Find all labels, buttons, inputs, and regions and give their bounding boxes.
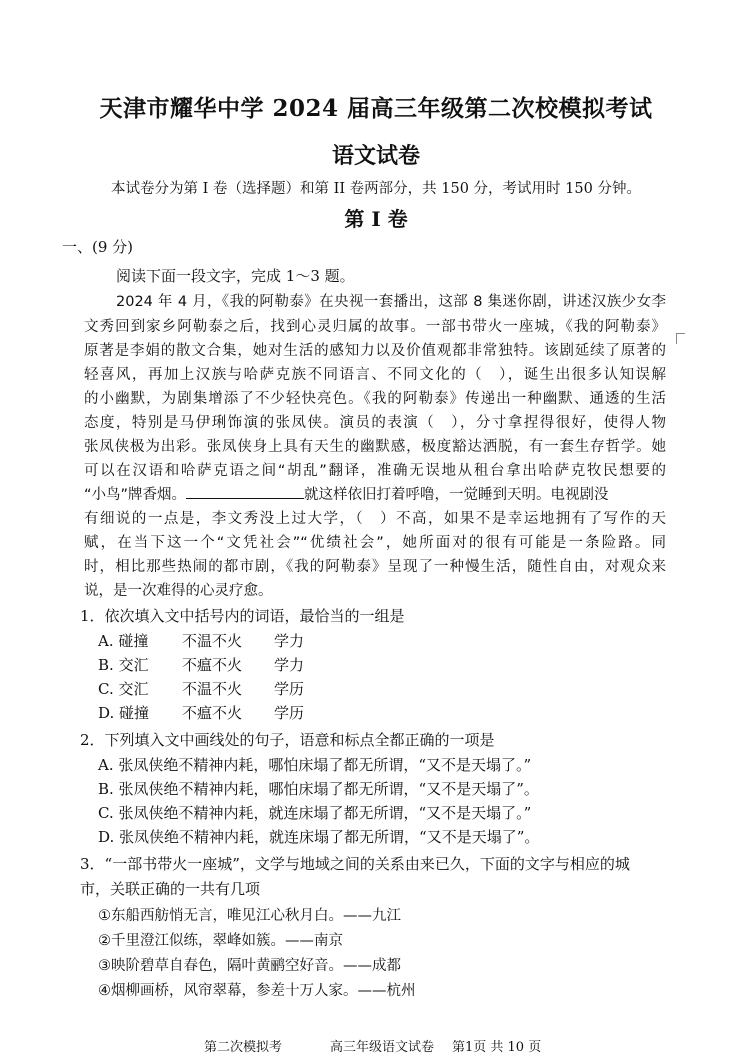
passage-line: 原著是李娟的散文合集，她对生活的感知力以及价值观都非常独特。该剧延续了原著的	[84, 343, 666, 359]
question-3-item: ①东船西舫悄无言，唯见江心秋月白。——九江	[98, 908, 401, 924]
question-3-item: ②千里澄江似练，翠峰如簇。——南京	[98, 933, 343, 949]
question-3-item: ④烟柳画桥，风帘翠幕，参差十万人家。——杭州	[98, 983, 416, 999]
passage-line: 的小幽默，为剧集增添了不少轻快亮色。《我的阿勒泰》传递出一种幽默、通透的生活	[84, 391, 666, 407]
passage-line: 赋，在当下这一个“文凭社会”“优绩社会”，她所面对的很有可能是一条险路。同	[84, 535, 666, 551]
paper-subtitle: 语文试卷	[331, 143, 420, 169]
exam-instructions: 本试卷分为第 I 卷（选择题）和第 II 卷两部分，共 150 分，考试用时 150 分钟。	[111, 181, 641, 197]
passage-line: 时，相比那些热闹的都市剧，《我的阿勒泰》呈现了一种慢生活，随性自由，对观众来	[84, 559, 666, 575]
question-2-option-b: B. 张凤侠绝不精神内耗，哪怕床塌了都无所谓，“又不是天塌了”。	[98, 780, 539, 798]
question-1-option-d: D. 碰撞 不瘟不火 学历	[98, 704, 305, 722]
passage-line-head: “小鸟”牌香烟。	[84, 487, 187, 503]
section-heading: 一、(9 分)	[62, 238, 134, 256]
question-3-stem-line-2: 市，关联正确的一共有几项	[80, 880, 261, 898]
question-2-option-d: D. 张凤侠绝不精神内耗，就连床塌了都无所谓，“又不是天塌了”。	[98, 828, 540, 846]
passage-line-tail: 就这样依旧打着呼噜，一觉睡到天明。电视剧没	[304, 487, 609, 503]
passage-line: 说，是一次难得的心灵疗愈。	[84, 583, 273, 599]
footer-paper-name: 高三年级语文试卷	[330, 1040, 435, 1055]
question-1-option-c: C. 交汇 不温不火 学历	[98, 680, 305, 698]
footer-exam-name: 第二次模拟考	[204, 1040, 283, 1055]
passage-line: 有细说的一点是，李文秀没上过大学，（ ）不高，如果不是幸运地拥有了写作的天	[84, 511, 666, 527]
passage-line-with-blank	[84, 483, 609, 504]
scan-mark	[676, 333, 685, 344]
footer-page-number: 第1页 共 10 页	[452, 1040, 542, 1055]
passage-line: 可以在汉语和哈萨克语之间“胡乱”翻译，准确无误地从租台拿出哈萨克牧民想要的	[84, 463, 666, 479]
question-3-item: ③映阶碧草自春色，隔叶黄鹂空好音。——成都	[98, 958, 401, 974]
passage-line: 2024 年 4 月，《我的阿勒泰》在央视一套播出，这部 8 集迷你剧，讲述汉族少女李	[116, 294, 666, 310]
question-1-option-a: A. 碰撞 不温不火 学力	[98, 632, 305, 650]
question-1-stem: 1．依次填入文中括号内的词语，最恰当的一组是	[80, 607, 405, 625]
reading-instruction: 阅读下面一段文字，完成 1～3 题。	[116, 267, 355, 285]
question-2-option-a: A. 张凤侠绝不精神内耗，哪怕床塌了都无所谓，“又不是天塌了。”	[98, 756, 532, 774]
fill-blank-underline	[186, 484, 304, 499]
passage-line: 态度，特别是马伊琍饰演的张凤侠。演员的表演（ ），分寸拿捏得很好，使得人物	[84, 415, 666, 431]
passage-line: 张凤侠极为出彩。张凤侠身上具有天生的幽默感，极度豁达洒脱，有一套生存哲学。她	[84, 439, 666, 455]
question-1-option-b: B. 交汇 不瘟不火 学力	[98, 656, 305, 674]
passage-line: 轻喜风，再加上汉族与哈萨克族不同语言、不同文化的（ ），诞生出很多认知误解	[84, 367, 666, 383]
question-2-stem: 2．下列填入文中画线处的句子，语意和标点全都正确的一项是	[80, 731, 495, 749]
question-2-option-c: C. 张凤侠绝不精神内耗，就连床塌了都无所谓，“又不是天塌了。”	[98, 804, 532, 822]
exam-title: 天津市耀华中学 2024 届高三年级第二次校模拟考试	[99, 95, 653, 122]
question-3-stem-line-1: 3．“一部书带火一座城”，文学与地域之间的关系由来已久，下面的文字与相应的城	[80, 855, 630, 873]
passage-line: 文秀回到家乡阿勒泰之后，找到心灵归属的故事。一部书带火一座城，《我的阿勒泰》	[84, 319, 666, 335]
volume-heading: 第 I 卷	[344, 207, 408, 231]
